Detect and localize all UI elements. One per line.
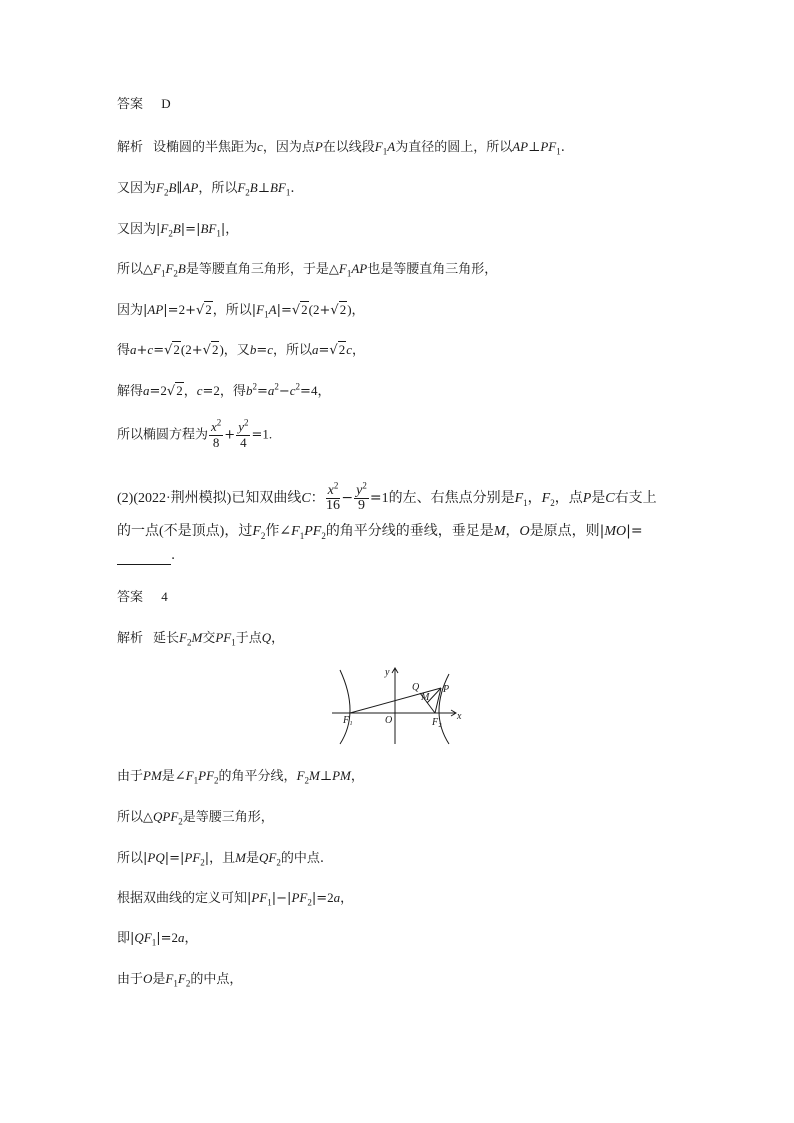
analysis-1-line-1: 解析 设椭圆的半焦距为c，因为点P在以线段$F_1A$为直径的圆上，所以$AP\perp PF_1$. — [117, 139, 565, 157]
analysis-1-line-2: 又因为$F_2B\parallel AP$，所以$F_2B\perp BF_1$. — [117, 180, 295, 198]
analysis-2-line-7: 由于O是$F_1F_2$的中点， — [117, 971, 243, 989]
analysis-2-line-2: 由于PM是$\angle F_1PF_2$的角平分线，$F_2M\perp PM$， — [117, 768, 364, 786]
analysis-1-line-7: 解得a=2√2，c=2，得$b^2=a^2-c^2=4$， — [117, 381, 331, 399]
analysis-1-line-4: 所以$\triangle F_1F_2B$是等腰直角三角形，于是$\triangle F_1AP$也是等腰直角三角形， — [117, 261, 498, 279]
analysis-2-line-1: 解析 延长$F_2M$交$PF_1$于点Q， — [117, 630, 285, 648]
analysis-2-label: 解析 — [117, 631, 144, 646]
hyperbola-left-branch — [340, 670, 350, 744]
analysis-1-label: 解析 — [117, 140, 144, 155]
analysis-2-line-6: 即$|QF_1|=2a$， — [117, 930, 198, 948]
answer-2-line — [117, 588, 168, 607]
answer-1-value: D — [161, 96, 171, 111]
analysis-1-line-5: 因为|AP|=2+√2，所以$|F_1A|=√2(2+√2)$， — [117, 302, 365, 320]
label-o: O — [385, 715, 393, 726]
label-m: M — [421, 692, 430, 703]
answer-2-label: 答案 — [117, 590, 144, 605]
label-p: P — [443, 684, 450, 695]
analysis-2-line-5: 根据双曲线的定义可知$|PF_1|-|PF_2|=2a$， — [117, 890, 354, 908]
analysis-2-line-4: 所以$|PQ|=|PF_2|$，且M是$QF_2$的中点. — [117, 850, 325, 868]
answer-blank — [117, 552, 171, 565]
problem-2-line-1: (2)(2022·荆州模拟)已知双曲线C： $\frac{x^2}{16}$ − $\frac{y^2}{9}$ =1的左、右焦点分别是$F_1$，$F_2$，点P是C右支上 — [117, 480, 657, 513]
answer-2-value: 4 — [161, 589, 168, 604]
problem-2-line-2: 的一点(不是顶点)，过$F_2$作$\angle F_1PF_2$的角平分线的垂线，垂足是M，O是原点，则|MO|= — [117, 523, 643, 541]
analysis-2-line-3: 所以$\triangle QPF_2$是等腰三角形， — [117, 809, 274, 827]
hyperbola-figure — [328, 664, 473, 746]
answer-1-line — [117, 95, 171, 114]
label-y: y — [385, 667, 390, 678]
label-f1: F₁ — [343, 715, 353, 726]
label-q: Q — [412, 682, 420, 693]
analysis-1-line-6: 得a+c=√2(2+√2)，又b=c，所以a=√2c， — [117, 342, 366, 358]
label-f2: F₂ — [432, 717, 442, 728]
problem-2-line-3: . — [117, 547, 175, 565]
label-x: x — [457, 711, 462, 722]
analysis-1-line-8: 所以椭圆方程为 $\frac{x^2}{8}$ + $\frac{y^2}{4}$ =1. — [117, 417, 273, 450]
analysis-1-line-3: 又因为$|F_2B|=|BF_1|$， — [117, 221, 239, 239]
answer-1-label: 答案 — [117, 97, 144, 112]
